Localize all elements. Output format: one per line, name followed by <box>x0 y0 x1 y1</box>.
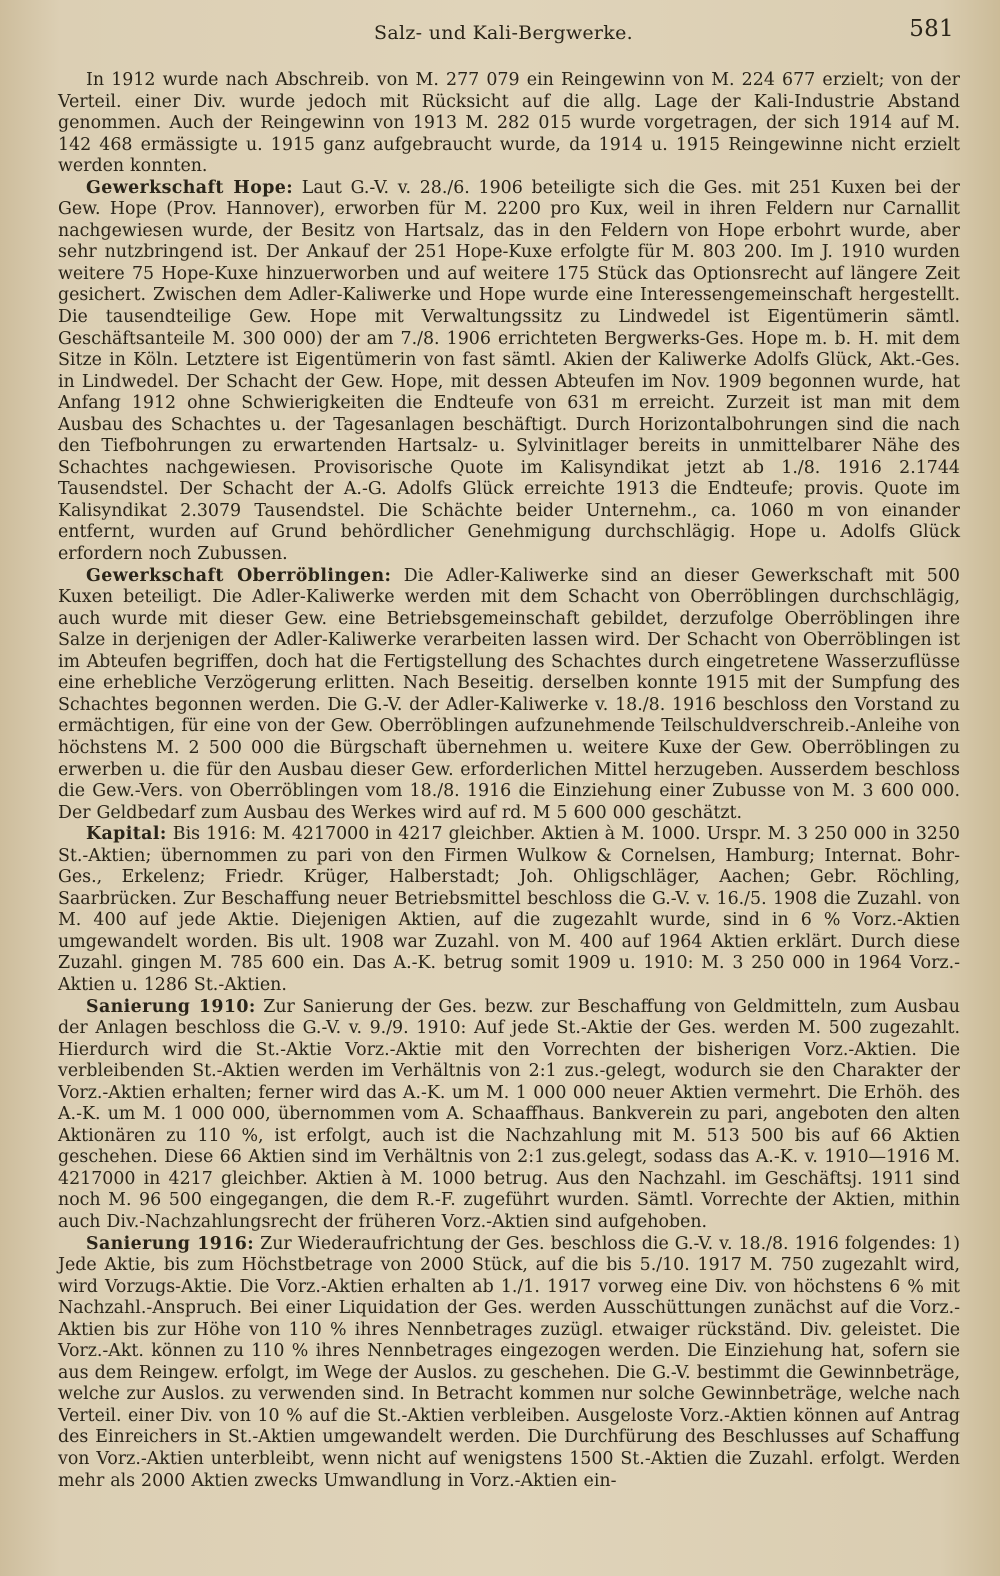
paragraph <box>58 824 960 996</box>
paragraph <box>58 178 960 566</box>
paragraph-text: Zur Wiederaufrichtung der Ges. beschloss die G.-V. v. 18./8. 1916 folgendes: 1) Jede Aktie, bis zum Höchstbetrage von 2000 Stück, auf die bis 5./10. 1917 M. 750 zugezahlt wird, wird Vorzugs-Aktie. Die Vorz.-Aktien erhalten ab 1./1. 1917 vorweg eine Div. von höchstens 6 % mit Nachzahl.-Anspruch. Bei einer Liquidation der Ges. werden Ausschüttungen zunächst auf die Vorz.-Aktien bis zur Höhe von 110 % ihres Nennbetrages zuzügl. etwaiger rückständ. Div. geleistet. Die Vorz.-Akt. können zu 110 % ihres Nennbetrages eingezogen werden. Die Einziehung hat, sofern sie aus dem Reingew. erfolgt, im Wege der Auslos. zu geschehen. Die G.-V. bestimmt die Gewinnbeträge, welche zur Auslos. zu verwenden sind. In Betracht kommen nur solche Gewinnbeträge, welche nach Verteil. einer Div. von 10 % auf die St.-Aktien verbleiben. Ausgeloste Vorz.-Aktien können auf Antrag des Einreichers in St.-Aktien umgewandelt werden. Die Durchfürung des Beschlusses auf Schaffung von Vorz.-Aktien unterbleibt, wenn nicht auf wenigstens 1500 St.-Aktien die Zuzahl. erfolgt. Werden mehr als 2000 Aktien zwecks Umwandlung in Vorz.-Aktien ein- <box>58 1233 960 1491</box>
paragraph-text: In 1912 wurde nach Abschreib. von M. 277 079 ein Reingewinn von M. 224 677 erzielt; von der Verteil. einer Div. wurde jedoch mit Rücksicht auf die allg. Lage der Kali-Industrie Abstand genommen. Auch der Reingewinn von 1913 M. 282 015 wurde vorgetragen, der sich 1914 auf M. 142 468 ermässigte u. 1915 ganz aufgebraucht wurde, da 1914 u. 1915 Reingewinne nicht erzielt werden konnten. <box>58 70 960 177</box>
paragraph <box>58 997 960 1234</box>
paragraph-text: Bis 1916: M. 4217000 in 4217 gleichber. Aktien à M. 1000. Urspr. M. 3 250 000 in 3250 St.-Aktien; übernommen zu pari von den Firmen Wulkow & Cornelsen, Hamburg; Internat. Bohr-Ges., Erkelenz; Friedr. Krüger, Halberstadt; Joh. Ohligschläger, Aachen; Gebr. Röchling, Saarbrücken. Zur Beschaffung neuer Betriebsmittel beschloss die G.-V. v. 16./5. 1908 die Zuzahl. von M. 400 auf jede Aktie. Diejenigen Aktien, auf die zugezahlt wurde, sind in 6 % Vorz.-Aktien umgewandelt worden. Bis ult. 1908 war Zuzahl. von M. 400 auf 1964 Aktien erklärt. Durch diese Zuzahl. gingen M. 785 600 ein. Das A.-K. betrug somit 1909 u. 1910: M. 3 250 000 in 1964 Vorz.-Aktien u. 1286 St.-Aktien. <box>58 824 960 995</box>
section-lead: Sanierung 1910: <box>86 996 256 1017</box>
paragraph-text: Zur Sanierung der Ges. bezw. zur Beschaffung von Geldmitteln, zum Ausbau der Anlagen beschloss die G.-V. v. 9./9. 1910: Auf jede St.-Aktie der Ges. werden M. 500 zugezahlt. Hierdurch wird die St.-Aktie Vorz.-Aktie mit den Vorrechten der bisherigen Vorz.-Aktien. Die verbleibenden St.-Aktien werden im Verhältnis von 2:1 zus.-gelegt, wodurch sie den Charakter der Vorz.-Aktien erhalten; ferner wird das A.-K. um M. 1 000 000 neuer Aktien vermehrt. Die Erhöh. des A.-K. um M. 1 000 000, übernommen vom A. Schaaffhaus. Bankverein zu pari, angeboten den alten Aktionären zu 110 %, ist erfolgt, auch ist die Nachzahlung mit M. 513 500 bis auf 66 Aktien geschehen. Diese 66 Aktien sind im Verhältnis von 2:1 zus.gelegt, sodass das A.-K. v. 1910—1916 M. 4217000 in 4217 gleichber. Aktien à M. 1000 betrug. Aus den Nachzahl. im Geschäftsj. 1911 sind noch M. 96 500 eingegangen, die dem R.-F. zugeführt wurden. Sämtl. Vorrechte der Aktien, mithin auch Div.-Nachzahlungsrecht der früheren Vorz.-Aktien sind aufgehoben. <box>58 996 960 1232</box>
section-lead: Gewerkschaft Hope: <box>86 177 294 198</box>
paragraph <box>58 566 960 825</box>
running-head: Salz- und Kali-Bergwerke. <box>374 22 633 44</box>
section-lead: Sanierung 1916: <box>86 1233 255 1254</box>
section-lead: Kapital: <box>86 824 167 845</box>
page-header <box>58 16 960 56</box>
page-number: 581 <box>909 16 954 42</box>
paragraph-text: Laut G.-V. v. 28./6. 1906 beteiligte sich die Ges. mit 251 Kuxen bei der Gew. Hope (Prov. Hannover), erworben für M. 2200 pro Kux, weil in ihren Feldern nur Carnallit nachgewiesen wurde, der Besitz von Hartsalz, das in den Feldern von Hope erbohrt wurde, aber sehr nutzbringend ist. Der Ankauf der 251 Hope-Kuxe erfolgte für M. 803 200. Im J. 1910 wurden weitere 75 Hope-Kuxe hinzuerworben und auf weitere 175 Stück das Optionsrecht auf längere Zeit gesichert. Zwischen dem Adler-Kaliwerke und Hope wurde eine Interessengemeinschaft hergestellt. Die tausendteilige Gew. Hope mit Verwaltungssitz zu Lindwedel ist Eigentümerin sämtl. Geschäftsanteile M. 300 000) der am 7./8. 1906 errichteten Bergwerks-Ges. Hope m. b. H. mit dem Sitze in Köln. Letztere ist Eigentümerin von fast sämtl. Akien der Kaliwerke Adolfs Glück, Akt.-Ges. in Lindwedel. Der Schacht der Gew. Hope, mit dessen Abteufen im Nov. 1909 begonnen wurde, hat Anfang 1912 ohne Schwierigkeiten die Endteufe von 631 m erreicht. Zurzeit ist man mit dem Ausbau des Schachtes u. der Tagesanlagen beschäftigt. Durch Horizontalbohrungen sind die nach den Tiefbohrungen zu erwartenden Hartsalz- u. Sylvinitlager bereits in unmittelbarer Nähe des Schachtes nachgewiesen. Provisorische Quote im Kalisyndikat jetzt ab 1./8. 1916 2.1744 Tausendstel. Der Schacht der A.-G. Adolfs Glück erreichte 1913 die Endteufe; provis. Quote im Kalisyndikat 2.3079 Tausendstel. Die Schächte beider Unternehm., ca. 1060 m von einander entfernt, wurden auf Grund behördlicher Genehmigung durchschlägig. Hope u. Adolfs Glück erfordern noch Zubussen. <box>58 177 960 565</box>
section-lead: Gewerkschaft Oberröblingen: <box>86 565 392 586</box>
page-body <box>58 70 960 1492</box>
paragraph <box>58 70 960 178</box>
paragraph <box>58 1234 960 1493</box>
paragraph-text: Die Adler-Kaliwerke sind an dieser Gewerkschaft mit 500 Kuxen beteiligt. Die Adler-Kaliwerke werden mit dem Schacht von Oberröblingen durchschlägig, auch wurde mit dieser Gew. eine Betriebsgemeinschaft gebildet, derzufolge Oberröblingen ihre Salze in derjenigen der Adler-Kaliwerke verarbeiten lassen wird. Der Schacht von Oberröblingen ist im Abteufen begriffen, doch hat die Fertigstellung des Schachtes durch eingetretene Wasserzuflüsse eine erhebliche Verzögerung erlitten. Nach Beseitig. derselben konnte 1915 mit der Sumpfung des Schachtes begonnen werden. Die G.-V. der Adler-Kaliwerke v. 18./8. 1916 beschloss den Vorstand zu ermächtigen, für eine von der Gew. Oberröblingen aufzunehmende Teilschuldverschreib.-Anleihe von höchstens M. 2 500 000 die Bürgschaft übernehmen u. weitere Kuxe der Gew. Oberröblingen zu erwerben u. die für den Ausbau dieser Gew. erforderlichen Mittel herzugeben. Ausserdem beschloss die Gew.-Vers. von Oberröblingen vom 18./8. 1916 die Einziehung einer Zubusse von M. 3 600 000. Der Geldbedarf zum Ausbau des Werkes wird auf rd. M 5 600 000 geschätzt. <box>58 565 960 823</box>
